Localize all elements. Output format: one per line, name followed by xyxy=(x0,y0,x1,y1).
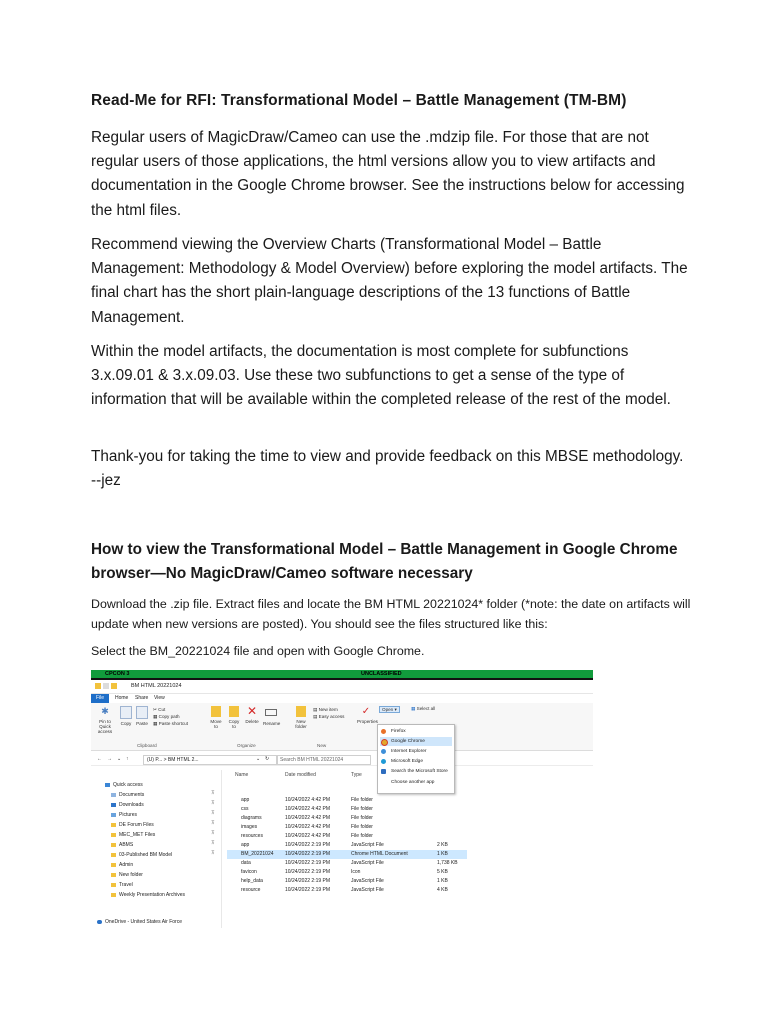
chrome-icon xyxy=(233,850,238,854)
cpcon-label: CPCON 3 xyxy=(105,671,130,677)
paste-label: Paste xyxy=(136,721,148,726)
folder-icon xyxy=(111,893,116,897)
scissors-icon: ✂ xyxy=(153,707,157,712)
file-size: 1 KB xyxy=(437,851,448,857)
nav-onedrive[interactable] xyxy=(97,919,182,925)
nav-label: 03-Published BM Model xyxy=(119,852,173,858)
menu-item-label: Choose another app xyxy=(391,780,435,785)
folder-icon xyxy=(111,843,116,847)
chevron-down-icon: ▾ xyxy=(394,707,397,712)
select-all-button[interactable] xyxy=(411,706,435,711)
file-size: 5 KB xyxy=(437,869,448,875)
paragraph-recommend: Recommend viewing the Overview Charts (Transformational Model – Battle Management: Methodology & Model Overview) before exploring the model artifacts. The final chart has the short plain-language descriptions of the 13 functions of Battle Management. xyxy=(91,236,688,326)
address-path[interactable]: (U) P... > BM HTML 2... xyxy=(143,755,278,765)
file-name: images xyxy=(241,824,258,830)
properties-label: Properties xyxy=(357,719,378,724)
nav-admin[interactable] xyxy=(111,860,133,870)
file-size: 4 KB xyxy=(437,887,448,893)
recent-chevron-icon[interactable]: ⌄ xyxy=(117,756,122,762)
folder-icon xyxy=(111,853,116,857)
file-date: 10/24/2022 2:19 PM xyxy=(285,887,331,893)
file-type: JavaScript File xyxy=(351,887,384,893)
folder-icon xyxy=(111,823,116,827)
select-all-icon: ▦ xyxy=(411,706,416,711)
file-type: File folder xyxy=(351,833,373,839)
copy-path-icon: ▦ xyxy=(153,714,158,719)
file-type: File folder xyxy=(351,797,373,803)
column-type[interactable]: Type xyxy=(351,772,362,778)
cut-label: Cut xyxy=(158,707,166,712)
folder-icon xyxy=(111,873,116,877)
nav-label: ABMS xyxy=(119,842,134,848)
nav-mec-met-files[interactable] xyxy=(111,830,155,840)
menu-item-microsoft-store[interactable] xyxy=(380,767,452,776)
ribbon-tabs xyxy=(91,694,593,703)
paste-button[interactable] xyxy=(135,706,149,726)
folder-icon xyxy=(233,796,238,800)
chrome-icon xyxy=(381,739,388,746)
documents-icon xyxy=(111,793,116,797)
paste-shortcut-label: Paste shortcut xyxy=(158,721,188,726)
clipboard-group-label: Clipboard xyxy=(137,743,157,748)
copy-to-button[interactable] xyxy=(227,706,241,729)
file-row[interactable] xyxy=(227,814,467,823)
pin-icon[interactable]: ⊼ xyxy=(211,830,215,836)
file-name: help_data xyxy=(241,878,263,884)
pin-icon[interactable]: ⊼ xyxy=(211,850,215,856)
file-row[interactable] xyxy=(227,841,467,850)
nav-label: New folder xyxy=(119,872,143,878)
column-name[interactable]: Name xyxy=(235,772,249,778)
file-row[interactable] xyxy=(227,796,467,805)
tab-home[interactable]: Home xyxy=(115,695,129,701)
nav-label: MEC_MET Files xyxy=(119,832,156,838)
nav-travel[interactable] xyxy=(111,880,133,890)
file-name: css xyxy=(241,806,249,812)
nav-published-bm-model[interactable] xyxy=(111,850,172,860)
pin-icon[interactable]: ⊼ xyxy=(211,810,215,816)
rename-label: Rename xyxy=(263,721,281,726)
paragraph-thanks: Thank-you for taking the time to view and provide feedback on this MBSE methodology. --jez xyxy=(91,448,684,490)
pin-icon[interactable]: ⊼ xyxy=(211,840,215,846)
up-arrow-icon[interactable]: ↑ xyxy=(126,756,129,762)
nav-downloads[interactable] xyxy=(111,800,144,810)
document-title: Read-Me for RFI: Transformational Model – Battle Management (TM-BM) xyxy=(91,92,627,109)
menu-item-label: Internet Explorer xyxy=(391,749,427,754)
menu-item-choose-another-app[interactable] xyxy=(380,778,452,787)
menu-item-internet-explorer[interactable] xyxy=(380,747,452,756)
file-date: 10/24/2022 4:42 PM xyxy=(285,806,331,812)
firefox-icon xyxy=(381,729,386,734)
paste-shortcut-button[interactable] xyxy=(153,721,188,726)
copy-to-icon xyxy=(229,706,239,717)
nav-label: Pictures xyxy=(119,812,138,818)
file-name: app xyxy=(241,842,250,848)
file-row[interactable] xyxy=(227,859,467,868)
file-type: Icon xyxy=(351,869,361,875)
folder-icon xyxy=(111,883,116,887)
file-name: app xyxy=(241,797,250,803)
paste-shortcut-icon: ▦ xyxy=(153,721,158,726)
menu-item-label: Firefox xyxy=(391,729,406,734)
paragraph-usage: Regular users of MagicDraw/Cameo can use the .mdzip file. For those that are not regular users of those applications, the html versions allow you to view artifacts and documentation in the Google Chrome browser. See the instructions below for accessing the html files. xyxy=(91,129,685,219)
file-type: JavaScript File xyxy=(351,878,384,884)
search-input[interactable]: Search BM HTML 20221024 xyxy=(276,755,371,765)
file-name: BM_20221024 xyxy=(241,851,274,857)
file-row[interactable] xyxy=(227,886,467,895)
cut-button[interactable] xyxy=(153,707,165,712)
nav-de-forum-files[interactable] xyxy=(111,820,154,830)
nav-quick-access[interactable] xyxy=(105,780,143,790)
paste-icon xyxy=(136,706,148,719)
refresh-icon[interactable]: ↻ xyxy=(265,756,270,762)
folder-icon xyxy=(111,863,116,867)
file-name: data xyxy=(241,860,251,866)
download-icon xyxy=(111,803,116,807)
nav-label: DE Forum Files xyxy=(119,822,154,828)
new-folder-big-icon xyxy=(296,706,306,717)
edge-icon xyxy=(381,759,386,764)
delete-button[interactable] xyxy=(245,706,259,724)
folder-icon xyxy=(233,814,238,818)
menu-item-google-chrome[interactable] xyxy=(380,737,452,746)
file-name: resources xyxy=(241,833,263,839)
file-type: File folder xyxy=(351,824,373,830)
file-size: 1,738 KB xyxy=(437,860,458,866)
cloud-icon xyxy=(97,920,102,924)
file-date: 10/24/2022 4:42 PM xyxy=(285,815,331,821)
window-titlebar xyxy=(91,680,593,694)
file-row[interactable] xyxy=(227,823,467,832)
new-item-icon: ▤ xyxy=(313,707,318,712)
nav-label: Travel xyxy=(119,882,133,888)
onedrive-label: OneDrive - United States Air Force xyxy=(105,919,182,925)
pictures-icon xyxy=(111,813,116,817)
folder-icon xyxy=(233,832,238,836)
pin-label: Pin to Quick access xyxy=(97,719,113,734)
nav-label: Quick access xyxy=(113,782,143,788)
nav-abms[interactable] xyxy=(111,840,133,850)
navigation-pane xyxy=(91,770,222,928)
javascript-file-icon xyxy=(233,877,238,881)
file-date: 10/24/2022 2:19 PM xyxy=(285,842,331,848)
new-item-label: New item xyxy=(318,707,338,712)
easy-access-button[interactable] xyxy=(313,714,344,719)
new-folder-icon[interactable] xyxy=(111,683,117,689)
nav-label: Documents xyxy=(119,792,145,798)
instruction-select: Select the BM_20221024 file and open with Google Chrome. xyxy=(91,644,425,658)
new-group-label: New xyxy=(317,743,327,748)
folder-icon xyxy=(233,805,238,809)
file-name: favicon xyxy=(241,869,257,875)
nav-documents[interactable] xyxy=(111,790,144,800)
folder-icon xyxy=(111,833,116,837)
pin-icon: ✱ xyxy=(101,706,109,716)
file-date: 10/24/2022 2:19 PM xyxy=(285,878,331,884)
javascript-file-icon xyxy=(233,859,238,863)
properties-icon[interactable] xyxy=(103,683,109,689)
delete-icon: ✕ xyxy=(247,704,258,718)
javascript-file-icon xyxy=(233,841,238,845)
internet-explorer-icon xyxy=(381,749,386,754)
menu-item-firefox[interactable] xyxy=(380,727,452,736)
tab-share[interactable]: Share xyxy=(135,695,149,701)
instruction-download: Download the .zip file. Extract files and locate the BM HTML 20221024* folder (*note: the date on artifacts will update when new versions are posted). You should see the files structured like this: xyxy=(91,597,691,631)
copy-icon xyxy=(120,706,132,719)
nav-label: Downloads xyxy=(119,802,144,808)
move-to-icon xyxy=(211,706,221,717)
section-heading: How to view the Transformational Model – Battle Management in Google Chrome browser—No MagicDraw/Cameo software necessary xyxy=(91,541,678,582)
copy-path-button[interactable] xyxy=(153,714,180,719)
file-type: Chrome HTML Document xyxy=(351,851,408,857)
file-date: 10/24/2022 4:42 PM xyxy=(285,824,331,830)
ribbon-home xyxy=(91,703,593,751)
file-size: 1 KB xyxy=(437,878,448,884)
file-row-selected[interactable] xyxy=(227,850,467,859)
copy-to-label: Copy to xyxy=(228,719,240,729)
checkmark-icon: ✓ xyxy=(361,706,371,717)
nav-weekly-presentation-archives[interactable] xyxy=(111,890,185,900)
explorer-screenshot xyxy=(91,670,593,928)
file-row[interactable] xyxy=(227,877,467,886)
rename-button[interactable] xyxy=(263,706,279,726)
select-all-label: Select all xyxy=(416,706,436,711)
delete-label: Delete xyxy=(245,719,259,724)
folder-icon xyxy=(233,823,238,827)
easy-access-icon: ▤ xyxy=(313,714,318,719)
nav-label: Weekly Presentation Archives xyxy=(119,892,186,898)
pin-icon[interactable]: ⊼ xyxy=(211,790,215,796)
move-to-button[interactable] xyxy=(209,706,223,729)
classification-label: UNCLASSIFIED xyxy=(361,671,402,677)
back-arrow-icon[interactable]: ← xyxy=(97,756,102,762)
forward-arrow-icon[interactable]: → xyxy=(107,756,112,762)
menu-item-label: Search the Microsoft Store xyxy=(391,769,448,774)
store-icon xyxy=(381,769,386,774)
copy-path-label: Copy path xyxy=(158,714,180,719)
menu-item-label: Google Chrome xyxy=(391,739,425,744)
menu-item-microsoft-edge[interactable] xyxy=(380,757,452,766)
new-folder-button[interactable] xyxy=(293,706,309,729)
file-row[interactable] xyxy=(227,868,467,877)
easy-access-label: Easy access xyxy=(318,714,345,719)
icon-file-icon xyxy=(233,868,238,872)
column-date-modified[interactable]: Date modified xyxy=(285,772,316,778)
file-row[interactable] xyxy=(227,832,467,841)
file-name: diagrams xyxy=(241,815,262,821)
organize-group-label: Organize xyxy=(237,743,256,748)
nav-pictures[interactable] xyxy=(111,810,137,820)
address-bar xyxy=(91,753,593,766)
file-date: 10/24/2022 2:19 PM xyxy=(285,860,331,866)
tab-file[interactable]: File xyxy=(91,694,109,703)
open-label: Open xyxy=(382,707,394,712)
new-folder-label: New folder xyxy=(295,719,307,729)
move-to-label: Move to xyxy=(210,719,222,729)
file-type: JavaScript File xyxy=(351,842,384,848)
file-date: 10/24/2022 4:42 PM xyxy=(285,833,331,839)
file-row[interactable] xyxy=(227,805,467,814)
file-type: JavaScript File xyxy=(351,860,384,866)
rename-icon xyxy=(265,709,277,716)
pin-icon[interactable]: ⊼ xyxy=(211,800,215,806)
classification-banner xyxy=(91,670,593,678)
window-title: BM HTML 20221024 xyxy=(131,683,182,689)
address-dropdown-icon[interactable]: ⌄ xyxy=(256,756,261,762)
pin-button[interactable] xyxy=(93,706,117,734)
tab-view[interactable]: View xyxy=(154,695,165,701)
file-date: 10/24/2022 2:19 PM xyxy=(285,851,331,857)
file-type: File folder xyxy=(351,806,373,812)
nav-new-folder[interactable] xyxy=(111,870,143,880)
file-type: File folder xyxy=(351,815,373,821)
nav-label: Admin xyxy=(119,862,134,868)
file-size: 2 KB xyxy=(437,842,448,848)
file-date: 10/24/2022 4:42 PM xyxy=(285,797,331,803)
open-with-menu xyxy=(377,724,455,794)
copy-label: Copy xyxy=(120,721,132,726)
copy-button[interactable] xyxy=(119,706,133,726)
open-button[interactable] xyxy=(379,706,400,713)
javascript-file-icon xyxy=(233,886,238,890)
folder-icon xyxy=(95,683,101,689)
file-name: resource xyxy=(241,887,261,893)
file-date: 10/24/2022 2:19 PM xyxy=(285,869,331,875)
star-icon xyxy=(105,783,110,787)
pin-icon[interactable]: ⊼ xyxy=(211,820,215,826)
menu-item-label: Microsoft Edge xyxy=(391,759,423,764)
new-item-button[interactable] xyxy=(313,707,338,712)
properties-button[interactable] xyxy=(357,706,378,724)
paragraph-subfunctions: Within the model artifacts, the documentation is most complete for subfunctions 3.x.09.01 & 3.x.09.03. Use these two subfunctions to get a sense of the type of information that will be available within the completed release of the rest of the model. xyxy=(91,343,671,409)
